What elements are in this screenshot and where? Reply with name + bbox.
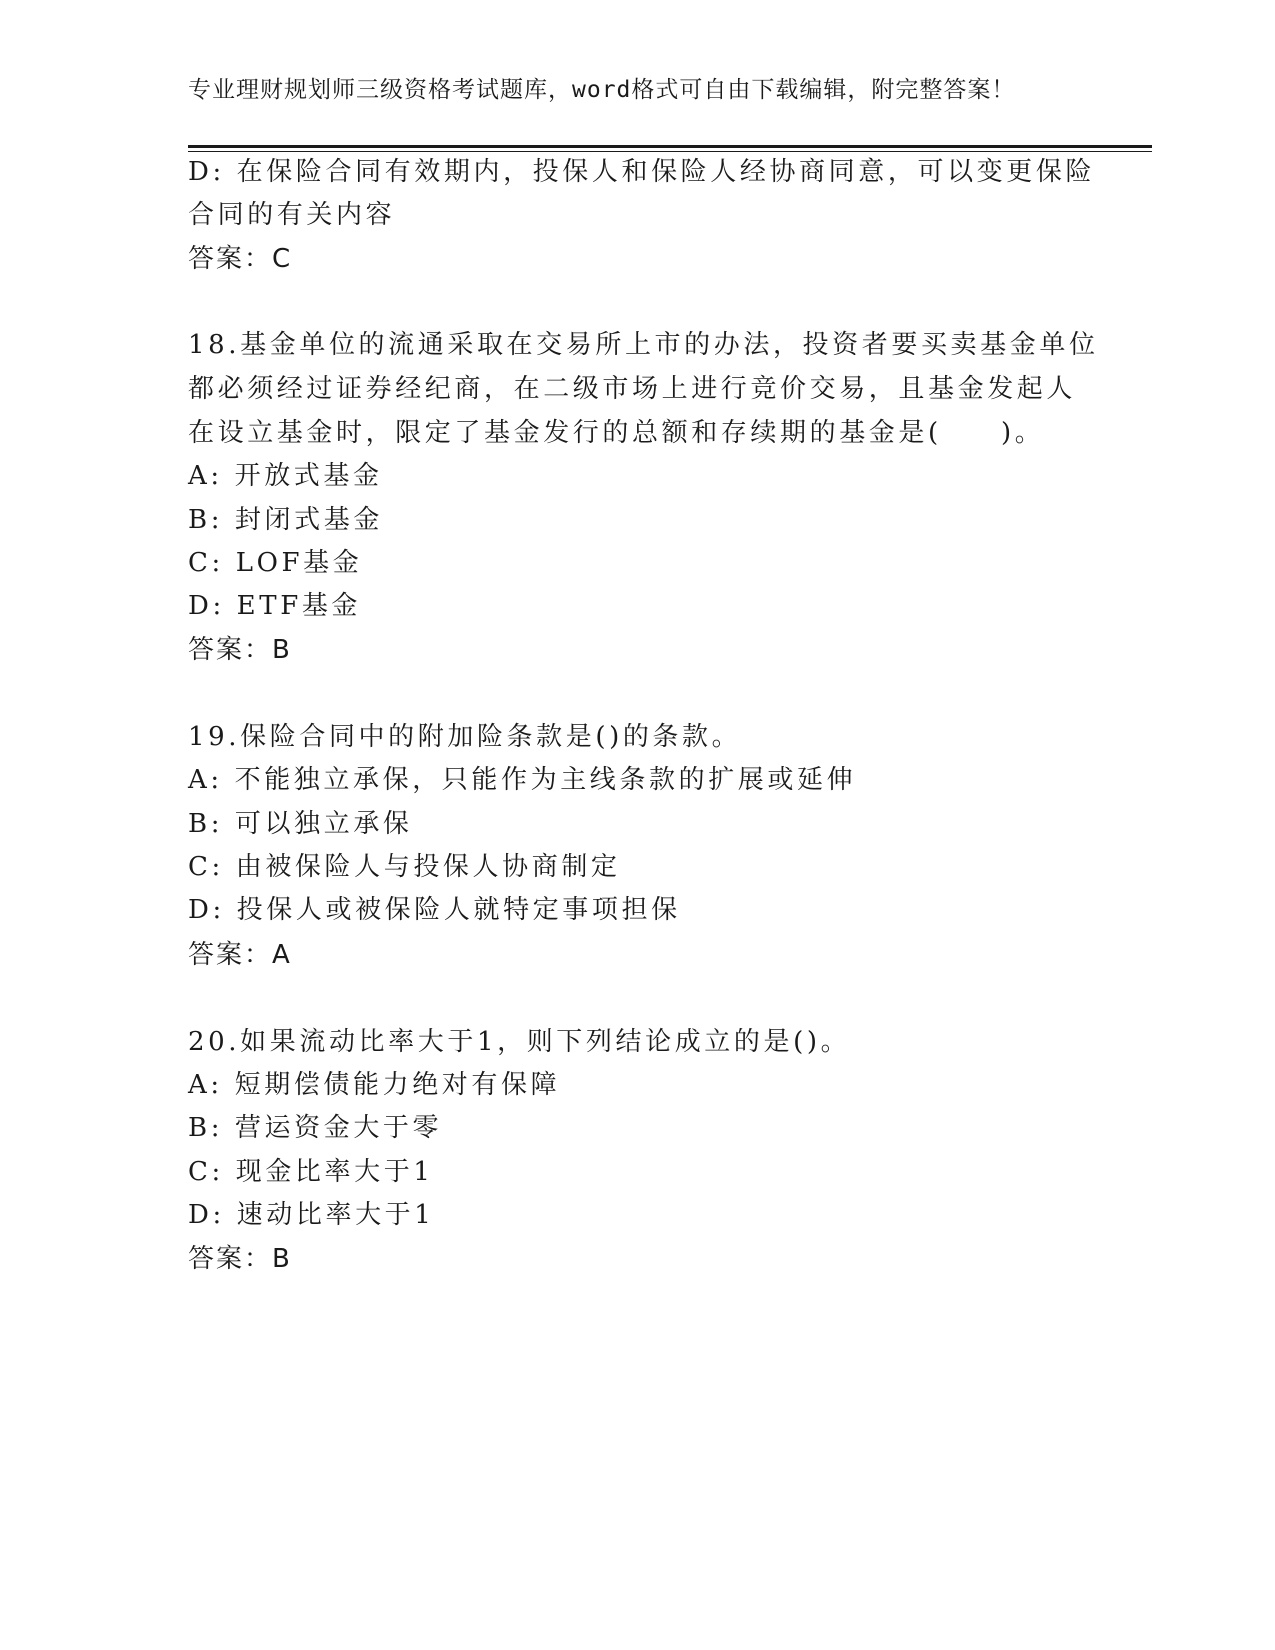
- q19-option-d: D: 投保人或被保险人就特定事项担保: [188, 895, 681, 925]
- q20-option-c: C: 现金比率大于1: [188, 1157, 434, 1187]
- prev-answer: 答案：C: [188, 244, 293, 274]
- q18-stem-line2: 都必须经过证券经纪商，在二级市场上进行竞价交易，且基金发起人: [188, 374, 1077, 404]
- q18-answer: 答案：B: [188, 635, 292, 665]
- q20-stem-line1: 20.如果流动比率大于1，则下列结论成立的是()。: [188, 1027, 851, 1057]
- q18-option-d: D: ETF基金: [188, 591, 362, 621]
- header-rule-thick: [188, 145, 1152, 148]
- q20-option-d: D: 速动比率大于1: [188, 1200, 435, 1230]
- q20-option-b: B: 营运资金大于零: [188, 1113, 443, 1143]
- q18-option-b: B: 封闭式基金: [188, 505, 383, 535]
- prev-option-d-line1: D: 在保险合同有效期内，投保人和保险人经协商同意，可以变更保险: [188, 157, 1096, 187]
- prev-option-d-line2: 合同的有关内容: [188, 200, 396, 230]
- q18-stem-line1: 18.基金单位的流通采取在交易所上市的办法，投资者要买卖基金单位: [188, 330, 1099, 360]
- q18-stem-line3: 在设立基金时，限定了基金发行的总额和存续期的基金是( )。: [188, 418, 1045, 448]
- q19-answer: 答案：A: [188, 940, 292, 970]
- q19-option-b: B: 可以独立承保: [188, 809, 413, 839]
- header-rule-thin: [188, 151, 1152, 152]
- q19-stem-line1: 19.保险合同中的附加险条款是()的条款。: [188, 722, 742, 752]
- q19-option-a: A: 不能独立承保，只能作为主线条款的扩展或延伸: [188, 765, 857, 795]
- q18-option-a: A: 开放式基金: [188, 461, 383, 491]
- q19-option-c: C: 由被保险人与投保人协商制定: [188, 852, 621, 882]
- q20-answer: 答案：B: [188, 1244, 292, 1274]
- page-header: 专业理财规划师三级资格考试题库，word格式可自由下载编辑，附完整答案！: [188, 77, 1016, 103]
- q18-option-c: C: LOF基金: [188, 548, 363, 578]
- q20-option-a: A: 短期偿债能力绝对有保障: [188, 1070, 561, 1100]
